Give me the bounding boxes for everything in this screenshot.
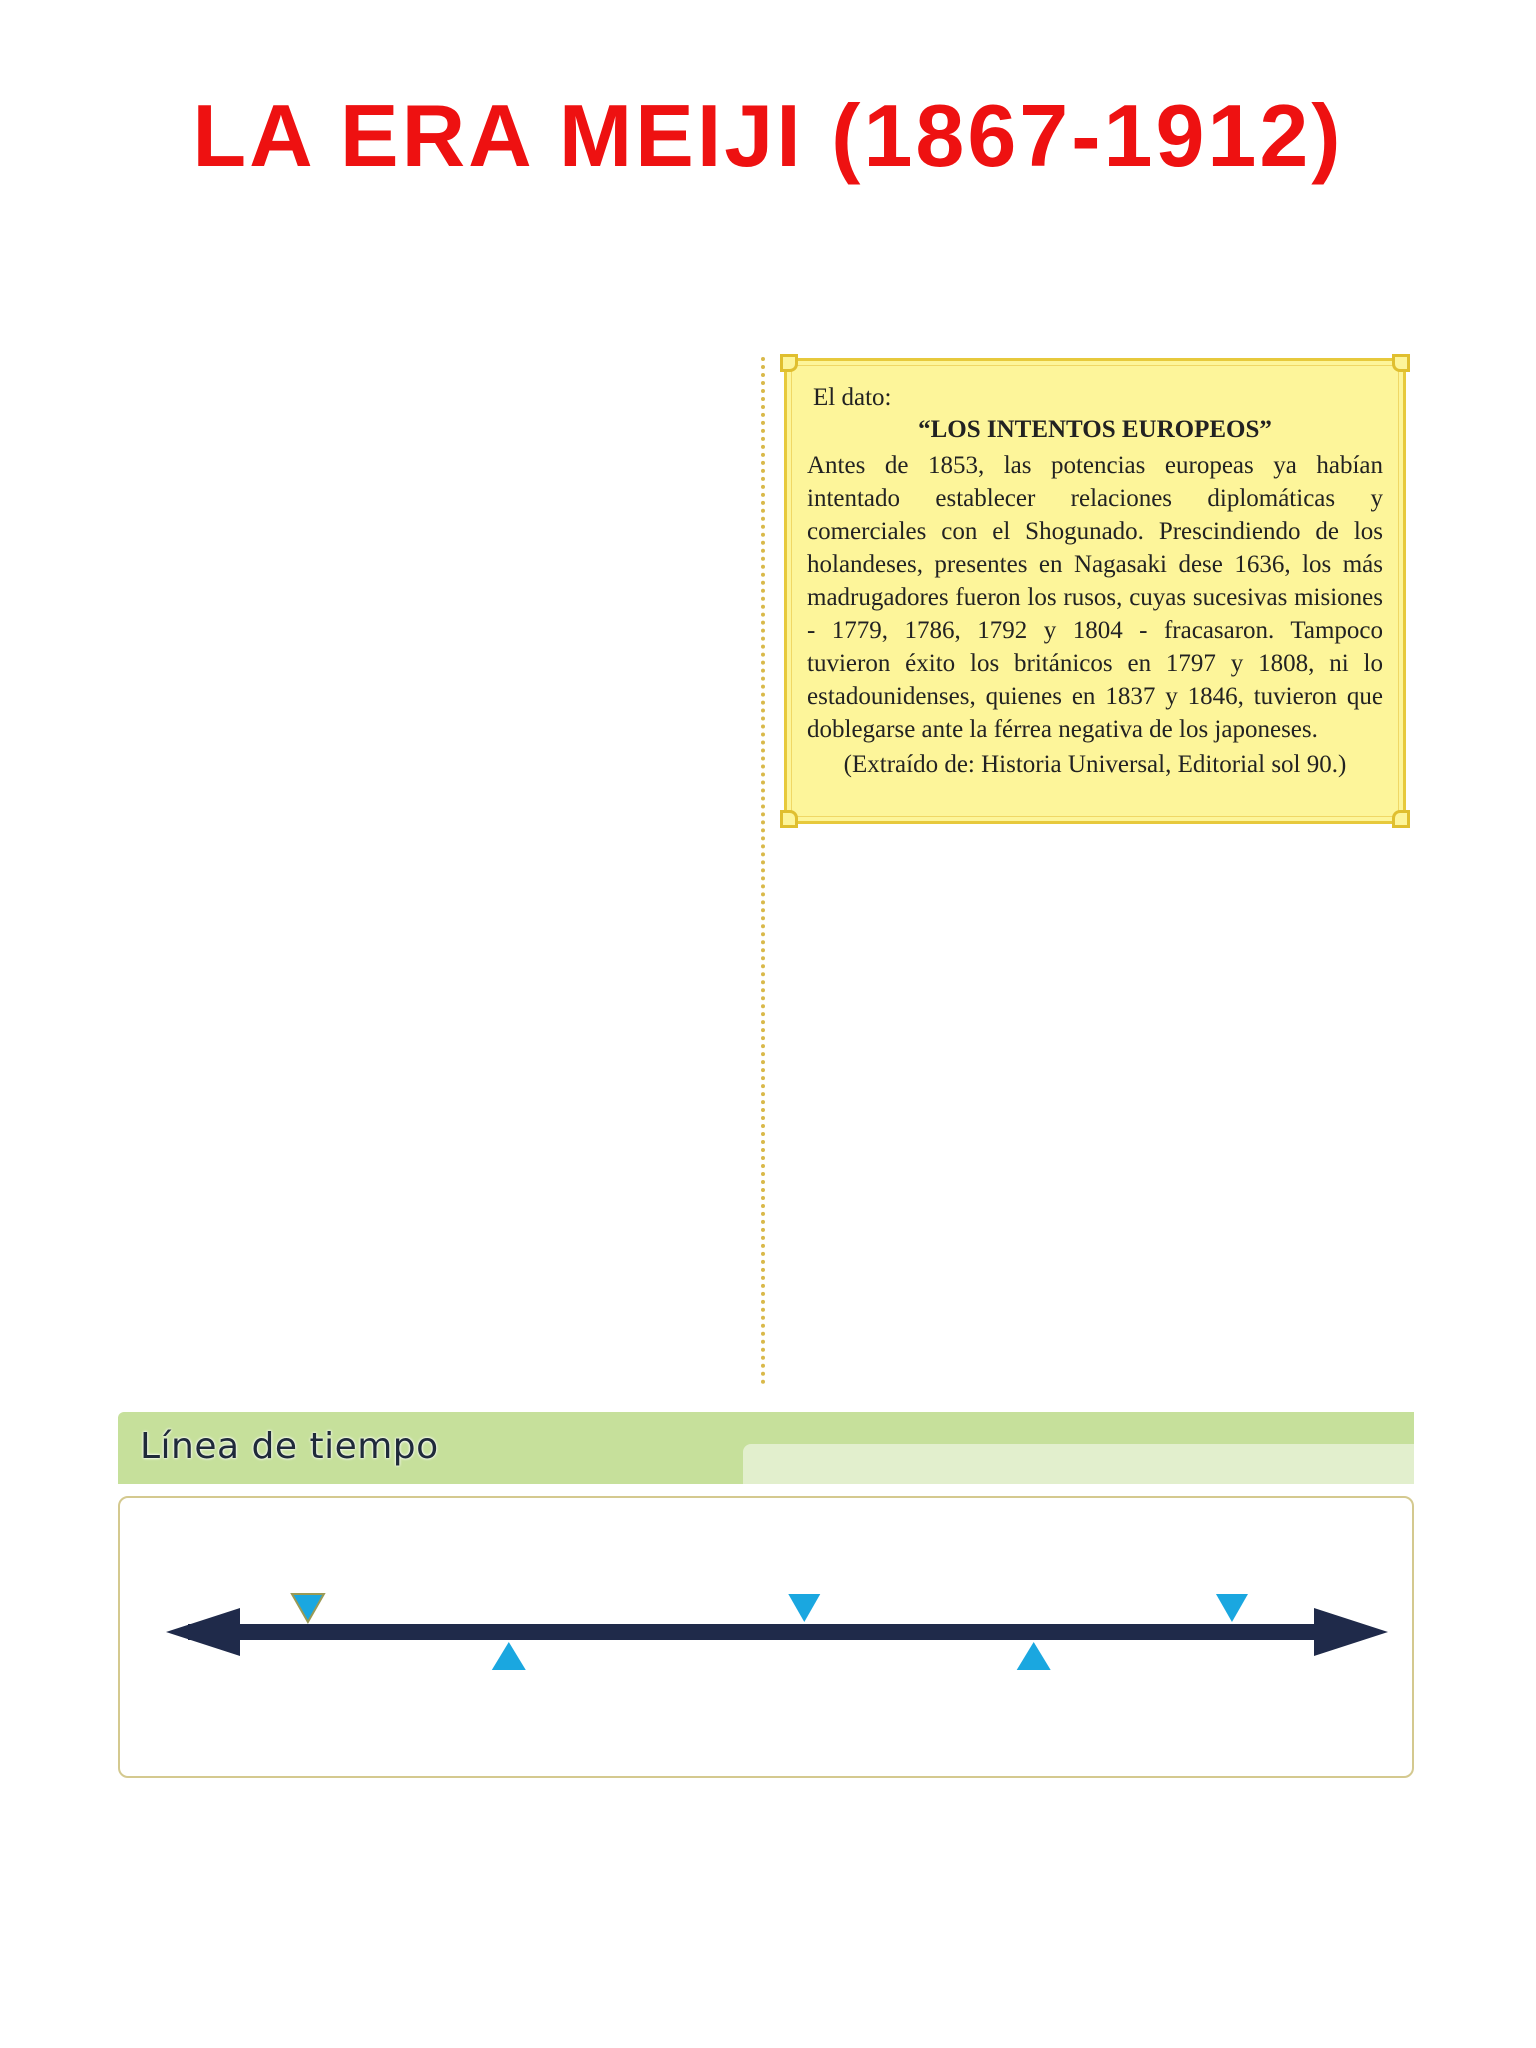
fact-source: (Extraído de: Historia Universal, Editorial sol 90.) xyxy=(843,751,1347,778)
corner-ornament xyxy=(780,354,798,372)
timeline-header-inset xyxy=(743,1444,1414,1484)
timeline-marker-3 xyxy=(788,1594,820,1622)
corner-ornament xyxy=(780,810,798,828)
timeline-title: Línea de tiempo xyxy=(140,1426,439,1467)
page-title: LA ERA MEIJI (1867-1912) xyxy=(192,86,1344,185)
timeline-left-arrow-icon xyxy=(166,1608,240,1656)
fact-body: Antes de 1853, las potencias europeas ya habían intentado establecer relaciones diplomáticas y comerciales con el Shogunado. Prescindiendo de los holandeses, presentes en Nagasaki dese 1636, los más madrugadores fueron los rusos, cuyas sucesivas misiones - 1779, 1786, 1792 y 1804 - fracasaron. Tampoco tuvieron éxito los británicos en 1797 y 1808, ni lo estadounidenses, quienes en 1837 y 1846, tuvieron que doblegarse ante la férrea negativa de los japoneses. xyxy=(807,452,1383,743)
timeline-right-arrow-icon xyxy=(1314,1608,1388,1656)
corner-ornament xyxy=(1392,354,1410,372)
dotted-divider xyxy=(761,357,765,1385)
timeline-marker-5 xyxy=(1216,1594,1248,1622)
timeline-marker-1 xyxy=(292,1594,324,1622)
timeline-marker-2 xyxy=(492,1642,526,1670)
timeline-bar xyxy=(188,1624,1338,1640)
timeline-marker-4 xyxy=(1017,1642,1051,1670)
fact-label: El dato: xyxy=(813,384,892,411)
corner-ornament xyxy=(1392,810,1410,828)
timeline-graphic xyxy=(120,1498,1416,1780)
timeline-panel xyxy=(118,1496,1414,1778)
fact-heading: “LOS INTENTOS EUROPEOS” xyxy=(918,416,1272,443)
timeline-header xyxy=(118,1412,1414,1484)
fact-box xyxy=(784,358,1406,824)
